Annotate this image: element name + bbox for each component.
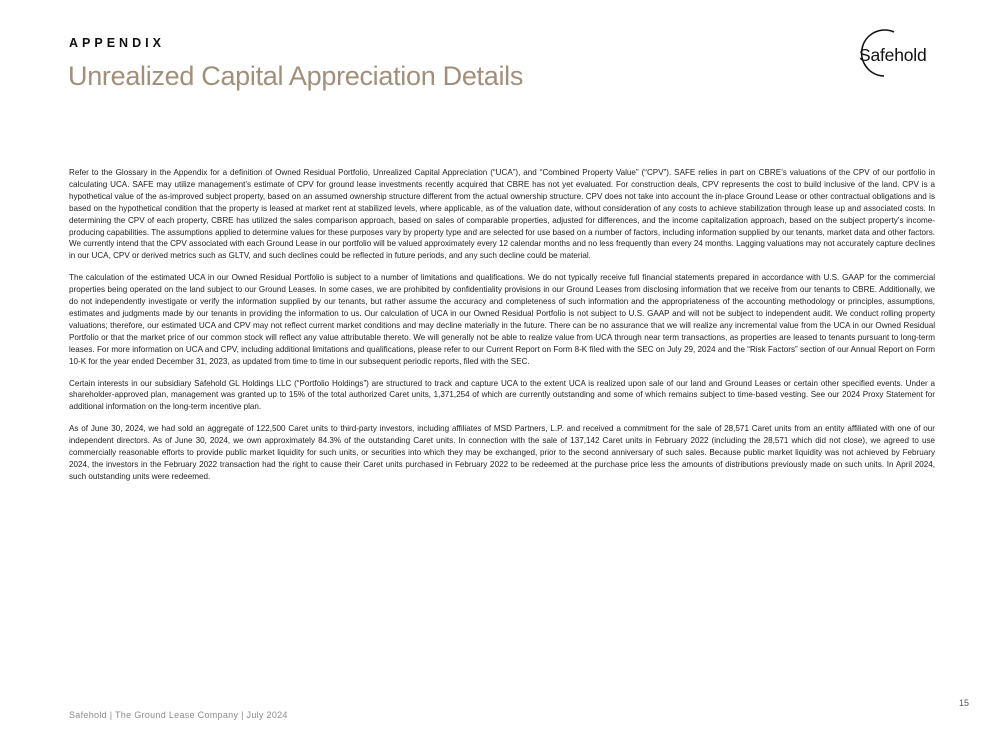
page-title: Unrealized Capital Appreciation Details: [68, 61, 524, 91]
paragraph-caret-units: As of June 30, 2024, we had sold an aggregate of 122,500 Caret units to third-party investors, including affiliates of MSD Partners, L.P. and received a commitment for the sale of 28,571 Caret units from an entity affiliated with one of our independent directors. As of June 30, 2024, we own approximately 84.3% of the outstanding Caret units. In connection with the sale of 137,142 Caret units in February 2022 (including the 28,571 which did not close), we agreed to use commercially reasonable efforts to provide public market liquidity for such units, or securities into which they may be exchanged, prior to the second anniversary of such sales. Because public market liquidity was not achieved by February 2024, the investors in the February 2022 transaction had the right to cause their Caret units purchased in February 2022 to be redeemed at the purchase price less the amounts of distributions previously made on such units. In April 2024, such outstanding units were redeemed.: [69, 424, 935, 481]
body-text: [69, 167, 935, 493]
page-number: 15: [958, 698, 969, 708]
paragraph-portfolio-holdings: Certain interests in our subsidiary Safehold GL Holdings LLC (“Portfolio Holdings”) are structured to track and capture UCA to the extent UCA is realized upon sale of our land and Ground Leases or certain other specified events. Under a shareholder-approved plan, management was granted up to 15% of the total authorized Caret units, 1,371,254 of which are currently outstanding and some of which remains subject to time-based vesting. See our 2024 Proxy Statement for additional information on the long-term incentive plan.: [69, 378, 935, 412]
logo-wordmark: Safehold: [859, 45, 927, 65]
paragraph-uca-definition: Refer to the Glossary in the Appendix for a definition of Owned Residual Portfolio, Unrealized Capital Appreciation (“UCA”), and “Combined Property Value” (“CPV”). SAFE relies in part on CBRE’s valuations of the CPV of our portfolio in calculating UCA. SAFE may utilize management’s estimate of CPV for ground lease investments recently acquired that CBRE has not yet evaluated. For construction deals, CPV represents the cost to build inclusive of the land. CPV is a hypothetical value of the as-improved subject property, based on an assumed ownership structure different from the actual ownership structure. CPV does not take into account the in-place Ground Lease or other contractual obligations and is based on the hypothetical condition that the property is leased at market rent at stabilized levels, where applicable, as of the valuation date, without consideration of any costs to achieve stabilization through lease up and associated costs. In determining the CPV of each property, CBRE has utilized the sales comparison approach, based on sales of comparable properties, adjusted for differences, and the income capitalization approach, based on the subject property’s income-producing capabilities. The assumptions applied to determine values for these purposes vary by property type and are selected for use based on a number of factors, including information supplied by our tenants, market data and other factors. We currently intend that the CPV associated with each Ground Lease in our portfolio will be valued approximately every 12 calendar months and no less frequently than every 24 months. Lagging valuations may not accurately capture declines in our UCA, CPV or derived metrics such as GLTV, and such declines could be reflected in future periods, and any such decline could be material.: [69, 168, 935, 261]
paragraph-uca-limitations: The calculation of the estimated UCA in our Owned Residual Portfolio is subject to a number of limitations and qualifications. We do not typically receive full financial statements prepared in accordance with U.S. GAAP for the commercial properties being operated on the land subject to our Ground Leases. In some cases, we are prohibited by confidentiality provisions in our Ground Leases from disclosing information that we receive from our tenants to CBRE. Additionally, we do not independently investigate or verify the information supplied by our tenants, but rather assume the accuracy and completeness of such information and the appropriateness of the accounting methodology or principles, assumptions, estimates and judgments made by our tenants in providing the information to us. Our calculation of UCA in our Owned Residual Portfolio is not subject to U.S. GAAP and will not be subject to independent audit. We conduct rolling property valuations; therefore, our estimated UCA and CPV may not reflect current market conditions and may decline materially in the future. There can be no assurance that we will realize any incremental value from the UCA in our Owned Residual Portfolio or that the market price of our common stock will reflect any value attributable thereto. We will generally not be able to realize value from UCA through near term transactions, as properties are leased to tenants pursuant to long-term leases. For more information on UCA and CPV, including additional limitations and qualifications, please refer to our Current Report on Form 8-K filed with the SEC on July 29, 2024 and the “Risk Factors” section of our Annual Report on Form 10-K for the year ended December 31, 2023, as updated from time to time in our subsequent periodic reports, filed with the SEC.: [69, 273, 935, 366]
safehold-logo: [852, 28, 936, 82]
footer-text: Safehold | The Ground Lease Company | July 2024: [69, 710, 288, 720]
section-eyebrow: APPENDIX: [69, 36, 165, 50]
